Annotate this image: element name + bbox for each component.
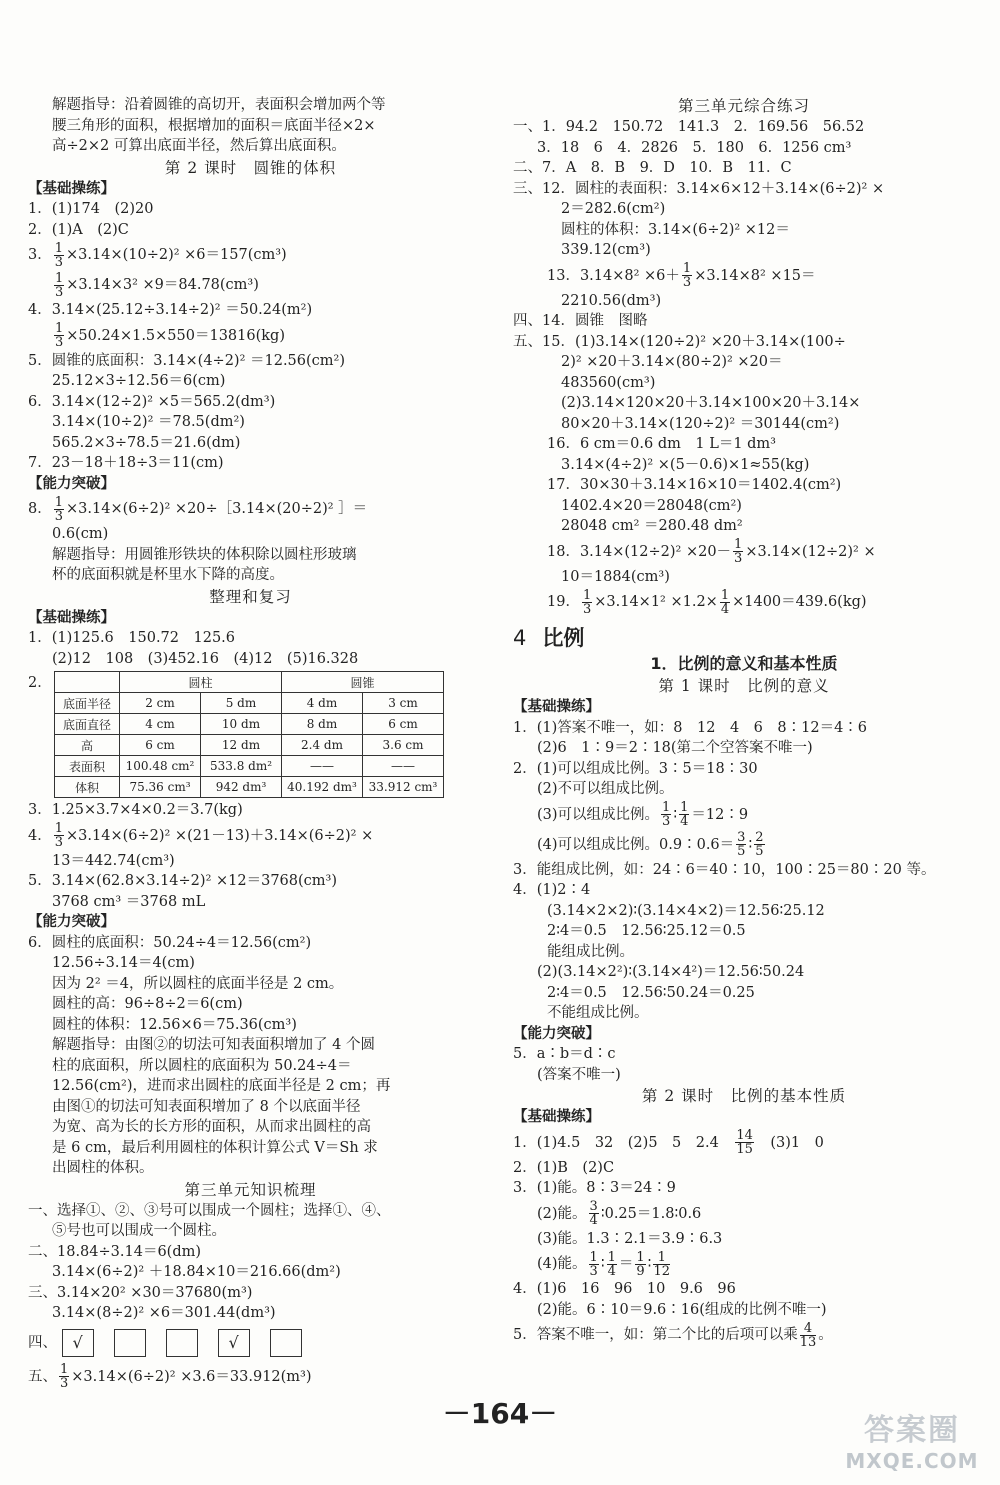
answer-line: $\frac{1}{3}$ ×3.14×3² ×9＝84.78(cm³) [55,270,259,300]
answer-line: 3．能组成比例，如：24∶6＝40∶10，100∶25＝80∶20 等。 [513,861,936,878]
answer-line: (2)3.14×120×20＋3.14×100×20＋3.14× [561,395,861,411]
answer-line: 三、12．圆柱的表面积：3.14×6×12＋3.14×(6÷2)² × [513,180,885,197]
lesson-title: 第 2 课时 圆锥的体积 [164,158,337,177]
answer-line: 3．18 6 4．2826 5．180 6．1256 cm³ [537,139,852,156]
answer-line: 1402.4×20＝28048(cm²) [561,497,742,514]
answer-line: 圆柱的高：96÷8÷2＝6(cm) [52,996,243,1012]
answer-line: 12.56(cm²)，进而求出圆柱的底面半径是 2 cm；再 [52,1078,391,1094]
answer-line: 五、 $\frac{1}{3}$ ×3.14×(6÷2)² ×3.6＝33.912(m³) [28,1362,312,1391]
answer-line: 339.12(cm³) [561,242,651,258]
left-column [28,95,473,1392]
answer-line: (2)能。6∶10＝9.6∶16(组成的比例不唯一) [537,1301,827,1318]
answer-line: 4．(1)2∶4 [513,882,591,898]
answer-line: 5．3.14×(62.8×3.14÷2)² ×12＝3768(cm³) [28,873,337,889]
answer-line: 1．(1)答案不唯一，如：8 12 4 6 8∶12＝4∶6 [513,719,868,736]
answer-line: 19． $\frac{1}{3}$ ×3.14×1² ×1.2× $\frac{1}{4}$ ×1400＝439.6(kg) [547,587,867,617]
table-row: 高 6 cm 12 dm 2.4 dm 3.6 cm [55,735,444,756]
answer-line: 圆柱的体积：3.14×(6÷2)² ×12＝ [561,221,790,238]
answer-line: 能组成比例。 [547,943,634,960]
answer-line: 2．(1)可以组成比例。3∶5＝18∶30 [513,760,758,777]
answer-line: (3)可以组成比例。 $\frac{1}{3}$ ∶ $\frac{1}{4}$ ＝12∶9 [537,800,749,829]
answer-line: 四、14．圆锥 图略 [513,313,648,329]
answer-number: 2． [28,675,52,691]
answer-line: (答案不唯一) [537,1066,621,1083]
answer-line: 6．3.14×(12÷2)² ×5＝565.2(dm³) [28,393,276,410]
section-label: 【能力突破】 [28,914,115,930]
intro-line: 腰三角形的面积，根据增加的面积＝底面半径×2× [52,117,376,134]
answer-line: 25.12×3÷12.56＝6(cm) [52,373,226,389]
chapter-heading: 4 比例 [513,626,585,650]
answer-line: 是 6 cm，最后利用圆柱的体积计算公式 V＝Sh 求 [52,1139,378,1156]
answer-line: 17．30×30＋3.14×16×10＝1402.4(cm²) [547,477,842,493]
answer-line: 2．(1)A (2)C [28,221,129,238]
answer-line: 6．圆柱的底面积：50.24÷4＝12.56(cm²) [28,934,312,951]
section-heading: 1．比例的意义和基本性质 [650,654,838,673]
answer-line: (4)可以组成比例。0.9∶0.6＝ $\frac{3}{5}$ ∶ $\frac{2}{5}$ [537,830,764,859]
answer-line: 3.14×(4÷2)² ×(5－0.6)×1≈55(kg) [561,456,810,473]
table-header-cone: 圆锥 [282,672,444,693]
lesson-title: 第 1 课时 比例的意义 [658,677,830,695]
table-row: 底面直径 4 cm 10 dm 8 dm 6 cm [55,714,444,735]
table-row: 体积 75.36 cm³ 942 dm³ 40.192 dm³ 33.912 cm³ [55,777,444,798]
answer-line: 3768 cm³ ＝3768 mL [52,893,206,910]
answer-line: 柱的底面积，所以圆柱的底面积为 50.24÷4＝ [52,1057,352,1074]
answer-line: 4．(1)6 16 96 10 9.6 96 [513,1281,736,1297]
answer-line: 1．(1)4.5 32 (2)5 5 2.4 $\frac{14}{15}$ (3)1 0 [513,1128,824,1157]
section-label: 【基础操练】 [28,609,115,626]
watermark-logo: 答案圈 MXQE.COM [845,1413,979,1473]
answer-line: 2)² ×20＋3.14×(80÷2)² ×20＝ [561,354,783,370]
answer-line: 因为 2² ＝4，所以圆柱的底面半径是 2 cm。 [52,975,344,992]
answer-line: 10＝1884(cm³) [561,568,670,585]
answer-line: 12.56÷3.14＝4(cm) [52,955,195,971]
section-label: 【基础操练】 [513,1109,600,1125]
answer-line: 28048 cm² ＝280.48 dm² [561,518,743,534]
answer-line: 一、选择①、②、③号可以围成一个圆柱；选择①、④、 [28,1202,391,1219]
answer-line: 3．1.25×3.7×4×0.2＝3.7(kg) [28,802,243,818]
answer-line: 2∶4＝0.5 12.56∶50.24＝0.25 [547,984,755,1001]
answer-line: 5．a∶b＝d∶c [513,1046,616,1062]
answer-line: 3.14×(10÷2)² ＝78.5(dm²) [52,414,245,430]
answer-line: 一、1．94.2 150.72 141.3 2．169.56 56.52 [513,119,865,135]
answer-line: 1．(1)174 (2)20 [28,201,154,217]
answer-line: 16．6 cm＝0.6 dm 1 L＝1 dm³ [547,436,776,452]
answer-line: (3)能。1.3∶2.1＝3.9∶6.3 [537,1230,723,1247]
answer-line: 0.6(cm) [52,526,109,542]
review-title: 整理和复习 [209,587,292,606]
answer-line: 2＝282.6(cm²) [561,201,666,217]
answer-line: 解题指导：用圆锥形铁块的体积除以圆柱形玻璃 [52,546,357,563]
unit-summary-title: 第三单元知识梳理 [184,1180,317,1199]
section-label: 【能力突破】 [28,475,115,492]
check-box [114,1329,146,1357]
intro-line: 解题指导：沿着圆锥的高切开，表面积会增加两个等 [52,97,386,113]
check-box: √ [218,1329,250,1357]
answer-line: 3.14×(6÷2)² ＋18.84×10＝216.66(dm²) [52,1264,341,1280]
cylinder-cone-table [54,671,444,798]
answer-line: 为宽、高为长的长方形的面积，从而求出圆柱的高 [52,1119,371,1135]
answer-line: 出圆柱的体积。 [52,1160,154,1176]
section-label: 【基础操练】 [28,180,115,197]
answer-line: 1．(1)125.6 150.72 125.6 [28,630,236,646]
section-label: 【能力突破】 [513,1025,600,1042]
answer-line: 565.2×3÷78.5＝21.6(dm) [52,434,241,451]
answer-line: (2)能。 $\frac{3}{4}$ ∶0.25＝1.8∶0.6 [537,1199,702,1228]
answer-line: 杯的底面积就是杯里水下降的高度。 [52,567,284,583]
answer-line: (4)能。 $\frac{1}{3}$ ∶ $\frac{1}{4}$ ＝ $\frac{1}{9}$ ∶ $\frac{1}{12}$ [537,1249,670,1279]
table-header-cylinder: 圆柱 [120,672,282,693]
answer-line: 2．(1)B (2)C [513,1159,615,1176]
answer-line: 不能组成比例。 [547,1005,649,1021]
answer-line: 5．答案不唯一，如：第二个比的后项可以乘 $\frac{4}{13}$ 。 [513,1320,833,1350]
section-label: 【基础操练】 [513,699,600,715]
right-column [513,95,975,1350]
answer-line: 二、7．A 8．B 9．D 10．B 11．C [513,160,792,176]
answer-line: 4． $\frac{1}{3}$ ×3.14×(6÷2)² ×(21－13)＋3.14×(6÷2)² × [28,821,374,850]
lesson-title: 第 2 课时 比例的基本性质 [641,1087,847,1105]
answer-line: 三、3.14×20² ×30＝37680(m³) [28,1284,253,1301]
answer-line: 由图①的切法可知表面积增加了 8 个以底面半径 [52,1098,361,1115]
answer-line: 7．23－18＋18÷3＝11(cm) [28,455,224,471]
answer-line: 483560(cm³) [561,374,656,391]
answer-line: 解题指导：由图②的切法可知表面积增加了 4 个圆 [52,1037,375,1053]
answer-line: 二、18.84÷3.14＝6(dm) [28,1243,202,1260]
answer-line: 80×20＋3.14×(120÷2)² ＝30144(cm²) [561,415,840,432]
answer-line: 3．(1)能。8∶3＝24∶9 [513,1180,676,1196]
answer-line: 13＝442.74(cm³) [52,852,175,869]
answer-line: (3.14×2×2)∶(3.14×4×2)＝12.56∶25.12 [547,902,825,919]
answer-line: (2)6 1∶9＝2∶18(第二个空答案不唯一) [537,740,813,756]
answer-line: 圆柱的体积：12.56×6＝75.36(cm³) [52,1016,297,1033]
answer-line: ⑤号也可以围成一个圆柱。 [52,1223,226,1239]
answer-line: (2)(3.14×2²)∶(3.14×4²)＝12.56∶50.24 [537,964,805,980]
table-row: 底面半径 2 cm 5 dm 4 dm 3 cm [55,693,444,714]
answer-line: 13．3.14×8² ×6＋ $\frac{1}{3}$ ×3.14×8² ×15＝ [547,261,816,290]
answer-line: $\frac{1}{3}$ ×50.24×1.5×550＝13816(kg) [55,321,285,350]
answer-line: (2)不可以组成比例。 [537,781,674,797]
check-box: √ [62,1329,94,1357]
answer-line: 18．3.14×(12÷2)² ×20－ $\frac{1}{3}$ ×3.14×(12÷2)² × [547,537,876,566]
answer-line: 3． $\frac{1}{3}$ ×3.14×(10÷2)² ×6＝157(cm³) [28,240,287,270]
answer-line: 4．3.14×(25.12÷3.14÷2)² ＝50.24(m²) [28,302,313,318]
check-box [166,1329,198,1357]
page-number: －164－ [442,1397,558,1430]
intro-line: 高÷2×2 可算出底面半径，然后算出底面积。 [52,138,346,154]
answer-line: 2210.56(dm³) [561,292,662,309]
answer-line: 5．圆锥的底面积：3.14×(4÷2)² ＝12.56(cm²) [28,352,346,369]
unit-exercise-title: 第三单元综合练习 [677,97,810,115]
checkbox-row: 四、 √ √ [28,1324,473,1362]
check-box [270,1329,302,1357]
answer-line: 3.14×(8÷2)² ×6＝301.44(dm³) [52,1305,276,1321]
table-block [28,671,473,798]
answer-line: (2)12 108 (3)452.16 (4)12 (5)16.328 [52,650,359,667]
answer-line: 2∶4＝0.5 12.56∶25.12＝0.5 [547,923,746,939]
answer-line: 五、15．(1)3.14×(120÷2)² ×20＋3.14×(100÷ [513,333,846,350]
answer-line: 8． $\frac{1}{3}$ ×3.14×(6÷2)² ×20÷［3.14×(20÷2)² ］＝ [28,494,368,524]
table-row: 表面积 100.48 cm² 533.8 dm² —— —— [55,756,444,777]
